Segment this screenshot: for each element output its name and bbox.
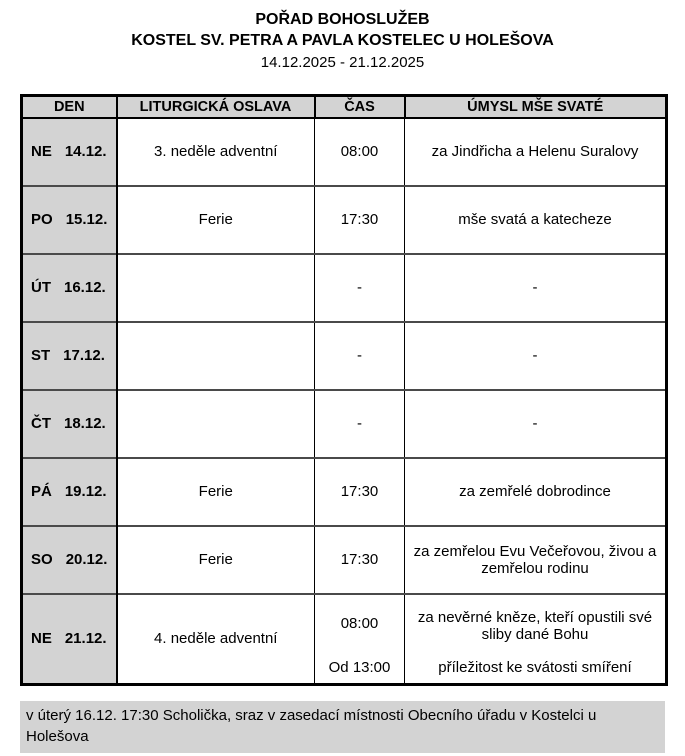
celebration-cell: 3. neděle adventní [117, 118, 315, 186]
day-date: 16.12. [64, 279, 106, 296]
column-header-day: DEN [22, 96, 117, 118]
day-cell [22, 390, 117, 458]
day-abbr: ST [31, 347, 51, 364]
day-date: 15.12. [65, 211, 108, 228]
day-abbr: PO [31, 211, 53, 228]
day-date: 20.12. [65, 551, 108, 568]
day-date: 19.12. [64, 483, 107, 500]
column-header-time: ČAS [315, 96, 405, 118]
celebration-cell [117, 390, 315, 458]
day-abbr: NE [31, 143, 52, 160]
intention-entry: příležitost ke svátosti smíření [438, 658, 632, 676]
celebration-cell: Ferie [117, 526, 315, 594]
intention-cell: mše svatá a katecheze [405, 186, 667, 254]
table-row [22, 118, 667, 186]
table-row [22, 254, 667, 322]
table-row [22, 390, 667, 458]
time-cell: 17:30 [315, 458, 405, 526]
day-cell [22, 458, 117, 526]
day-date: 17.12. [63, 347, 105, 364]
column-header-intention: ÚMYSL MŠE SVATÉ [405, 96, 667, 118]
time-entry: Od 13:00 [328, 658, 391, 676]
day-abbr: PÁ [31, 483, 52, 500]
church-name: KOSTEL SV. PETRA A PAVLA KOSTELEC U HOLEŠOVA [131, 32, 554, 49]
day-cell [22, 322, 117, 390]
day-abbr: ÚT [31, 279, 51, 296]
page-title: POŘAD BOHOSLUŽEB [255, 11, 430, 28]
intention-entry: za nevěrné kněze, kteří opustili své sliby dané Bohu [417, 608, 653, 643]
day-cell [22, 254, 117, 322]
table-row [22, 186, 667, 254]
day-cell [22, 118, 117, 186]
intention-cell: - [405, 322, 667, 390]
day-abbr: ČT [31, 415, 51, 432]
day-abbr: SO [31, 551, 53, 568]
time-cell: - [315, 390, 405, 458]
intention-cell: za zemřelé dobrodince [405, 458, 667, 526]
time-cell [315, 594, 405, 685]
schedule-table [20, 94, 668, 686]
table-row [22, 526, 667, 594]
celebration-cell: Ferie [117, 186, 315, 254]
intention-cell [405, 594, 667, 685]
time-entry: 08:00 [340, 614, 379, 632]
time-cell: - [315, 254, 405, 322]
celebration-cell [117, 254, 315, 322]
column-header-celebration: LITURGICKÁ OSLAVA [117, 96, 315, 118]
intention-cell: za Jindřicha a Helenu Suralovy [405, 118, 667, 186]
document-header [0, 9, 685, 73]
celebration-cell: Ferie [117, 458, 315, 526]
day-cell [22, 594, 117, 685]
date-range: 14.12.2025 - 21.12.2025 [260, 54, 425, 71]
intention-cell: - [405, 254, 667, 322]
table-row [22, 594, 667, 685]
day-date: 18.12. [64, 415, 106, 432]
intention-cell: - [405, 390, 667, 458]
day-cell [22, 526, 117, 594]
day-date: 14.12. [64, 143, 107, 160]
day-date: 21.12. [64, 630, 107, 647]
time-cell: 17:30 [315, 526, 405, 594]
table-row [22, 458, 667, 526]
celebration-cell: 4. neděle adventní [117, 594, 315, 685]
time-cell: - [315, 322, 405, 390]
table-header-row [22, 96, 667, 118]
time-cell: 17:30 [315, 186, 405, 254]
table-row [22, 322, 667, 390]
day-cell [22, 186, 117, 254]
celebration-cell [117, 322, 315, 390]
footer-note: v úterý 16.12. 17:30 Scholička, sraz v zasedací místnosti Obecního úřadu v Kostelci u Holešova [20, 701, 665, 753]
time-cell: 08:00 [315, 118, 405, 186]
day-abbr: NE [31, 630, 52, 647]
intention-cell: za zemřelou Evu Večeřovou, živou a zemřelou rodinu [405, 526, 667, 594]
